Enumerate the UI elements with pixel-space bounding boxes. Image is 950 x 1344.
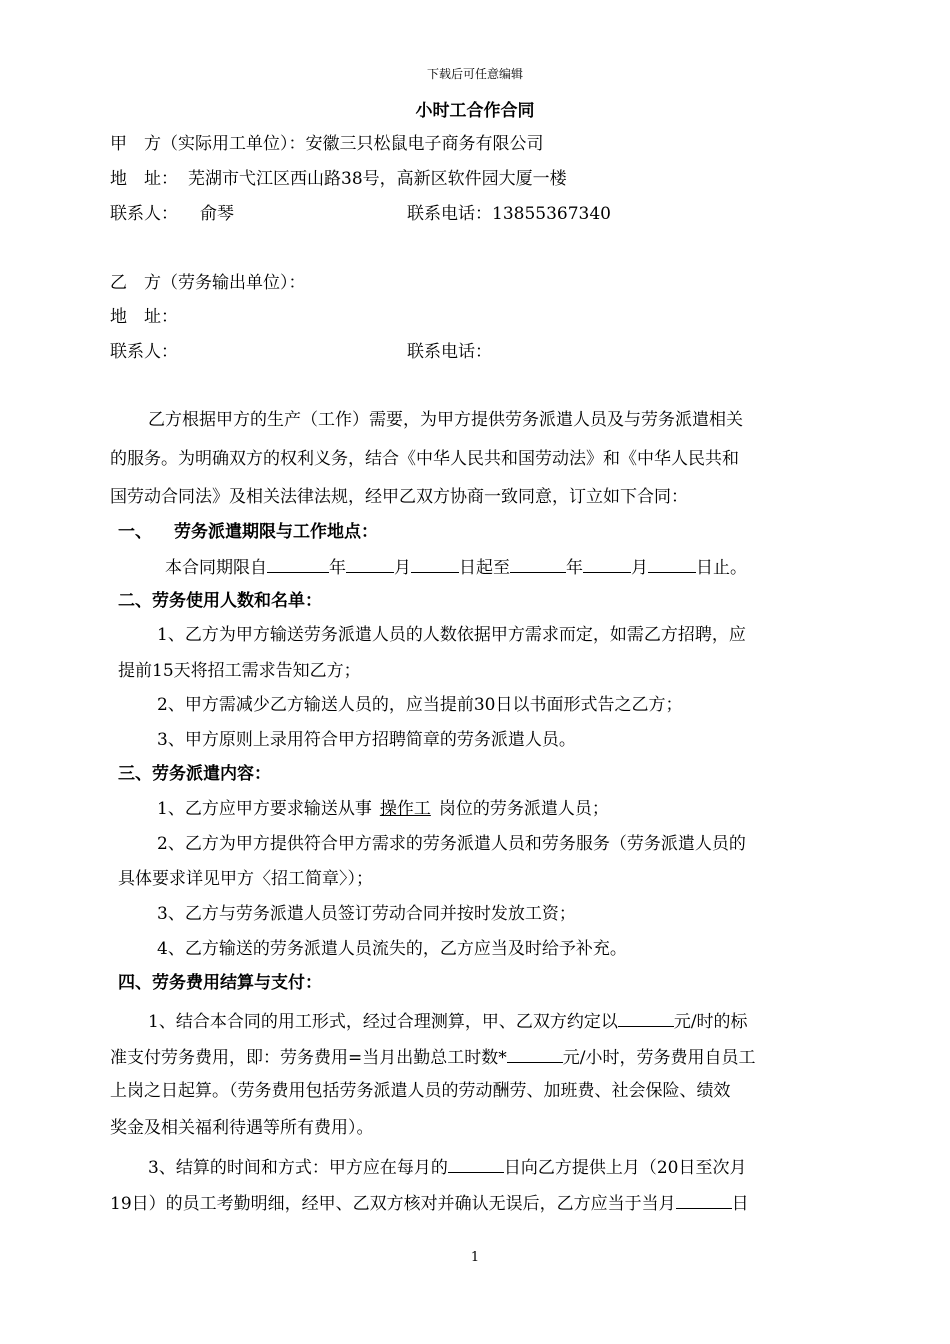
section-4-item-1b-text: 准支付劳务费用，即：劳务费用=当月出勤总工时数* [110, 1048, 507, 1068]
section-4-item-1d: 奖金及相关福利待遇等所有费用）。 [110, 1118, 374, 1138]
section-4-item-1a-tail: 元/时的标 [673, 1012, 748, 1032]
section-2-item-3: 3、甲方原则上录用符合甲方招聘简章的劳务派遣人员。 [157, 730, 576, 750]
party-a-name: 安徽三只松鼠电子商务有限公司 [305, 134, 544, 154]
party-b-contact-line [110, 341, 178, 363]
party-a-address-line [110, 168, 567, 190]
section-2-item-2: 2、甲方需减少乙方输送人员的，应当提前30日以书面形式告之乙方； [157, 695, 683, 715]
section-3-item-2b: 具体要求详见甲方〈招工简章〉）； [118, 869, 373, 889]
party-b-address-line [110, 306, 178, 328]
party-a-address-label: 地 址： [110, 169, 178, 189]
start-day-blank[interactable] [411, 554, 459, 573]
section-3-item-4: 4、乙方输送的劳务派遣人员流失的，乙方应当及时给予补充。 [157, 939, 627, 959]
section-4-item-1c: 上岗之日起算。（劳务费用包括劳务派遣人员的劳动酬劳、加班费、社会保险、绩效 [110, 1081, 731, 1101]
section-3-item-2a: 2、乙方为甲方提供符合甲方需求的劳务派遣人员和劳务服务（劳务派遣人员的 [157, 834, 746, 854]
party-a-contact-label: 联系人： [110, 204, 178, 224]
section-4-item-1a-text: 1、结合本合同的用工形式，经过合理测算，甲、乙双方约定以 [148, 1012, 618, 1032]
intro-line-2: 的服务。为明确双方的权利义务，结合《中华人民共和国劳动法》和《中华人民共和 [110, 449, 739, 469]
section-3-item-1-tail: 岗位的劳务派遣人员； [438, 799, 609, 819]
party-b-address-label: 地 址： [110, 307, 178, 327]
party-b-label: 乙 方（劳务输出单位）： [110, 273, 306, 293]
term-text-start: 本合同期限自 [165, 558, 267, 578]
end-day-blank[interactable] [648, 554, 696, 573]
term-text-year-2: 年 [566, 558, 583, 578]
section-4-item-1a [148, 1008, 748, 1033]
section-4-item-3b-tail: 日 [731, 1194, 749, 1214]
term-text-month: 月 [394, 558, 411, 578]
section-1-heading [118, 521, 378, 543]
party-a-address: 芜湖市弋江区西山路38号，高新区软件园大厦一楼 [188, 169, 567, 189]
section-4-item-3b-text: 19日）的员工考勤明细，经甲、乙双方核对并确认无误后，乙方应当于当月 [110, 1194, 676, 1214]
hourly-rate-blank-2[interactable] [507, 1044, 563, 1063]
attendance-day-blank[interactable] [448, 1154, 504, 1173]
contract-title: 小时工合作合同 [415, 101, 535, 121]
term-text-end: 日止。 [696, 558, 747, 578]
end-year-blank[interactable] [510, 554, 566, 573]
job-position-field[interactable]: 操作工 [379, 799, 431, 819]
term-text-to: 日起至 [459, 558, 510, 578]
section-2-heading: 二、劳务使用人数和名单： [118, 591, 322, 611]
party-a-phone: 13855367340 [492, 204, 611, 224]
section-3-heading: 三、劳务派遣内容： [118, 764, 271, 784]
start-month-blank[interactable] [346, 554, 394, 573]
term-text-month-2: 月 [631, 558, 648, 578]
section-2-item-1a: 1、乙方为甲方输送劳务派遣人员的人数依据甲方需求而定，如需乙方招聘，应 [157, 625, 746, 645]
party-a-line [110, 133, 544, 155]
party-a-phone-line [407, 203, 611, 225]
section-4-item-3a-text: 3、结算的时间和方式：甲方应在每月的 [148, 1158, 448, 1178]
header-note: 下载后可任意编辑 [426, 67, 523, 81]
section-4-heading: 四、劳务费用结算与支付： [118, 973, 322, 993]
end-month-blank[interactable] [583, 554, 631, 573]
intro-line-3: 国劳动合同法》及相关法律法规，经甲乙双方协商一致同意，订立如下合同： [110, 487, 688, 507]
party-a-contact-line [110, 203, 234, 225]
term-text-year: 年 [329, 558, 346, 578]
page-number: 1 [470, 1250, 480, 1265]
party-b-phone-label: 联系电话： [407, 342, 492, 362]
payment-day-blank[interactable] [676, 1190, 732, 1209]
section-1-number: 一、 [118, 522, 152, 542]
section-3-item-1 [157, 798, 609, 820]
section-2-item-1b: 提前15天将招工需求告知乙方； [118, 661, 361, 681]
section-4-item-3a-tail: 日向乙方提供上月（20日至次月 [503, 1158, 747, 1178]
party-b-contact-label: 联系人： [110, 342, 178, 362]
section-3-item-1-text: 1、乙方应甲方要求输送从事 [157, 799, 372, 819]
start-year-blank[interactable] [267, 554, 329, 573]
hourly-rate-blank[interactable] [618, 1008, 674, 1027]
section-3-item-3: 3、乙方与劳务派遣人员签订劳动合同并按时发放工资； [157, 904, 576, 924]
section-4-item-1b-tail: 元/小时，劳务费用自员工 [562, 1048, 756, 1068]
party-b-line [110, 272, 306, 294]
section-4-item-3a [148, 1154, 746, 1179]
party-a-phone-label: 联系电话： [407, 204, 492, 224]
party-a-contact: 俞琴 [200, 204, 234, 224]
party-b-phone-line [407, 341, 492, 363]
contract-term-line [165, 554, 747, 579]
party-a-label: 甲 方（实际用工单位）： [110, 134, 306, 154]
section-1-title: 劳务派遣期限与工作地点： [174, 522, 378, 542]
intro-line-1: 乙方根据甲方的生产（工作）需要，为甲方提供劳务派遣人员及与劳务派遣相关 [148, 410, 743, 430]
section-4-item-1b [110, 1044, 755, 1069]
section-4-item-3b [110, 1190, 749, 1215]
